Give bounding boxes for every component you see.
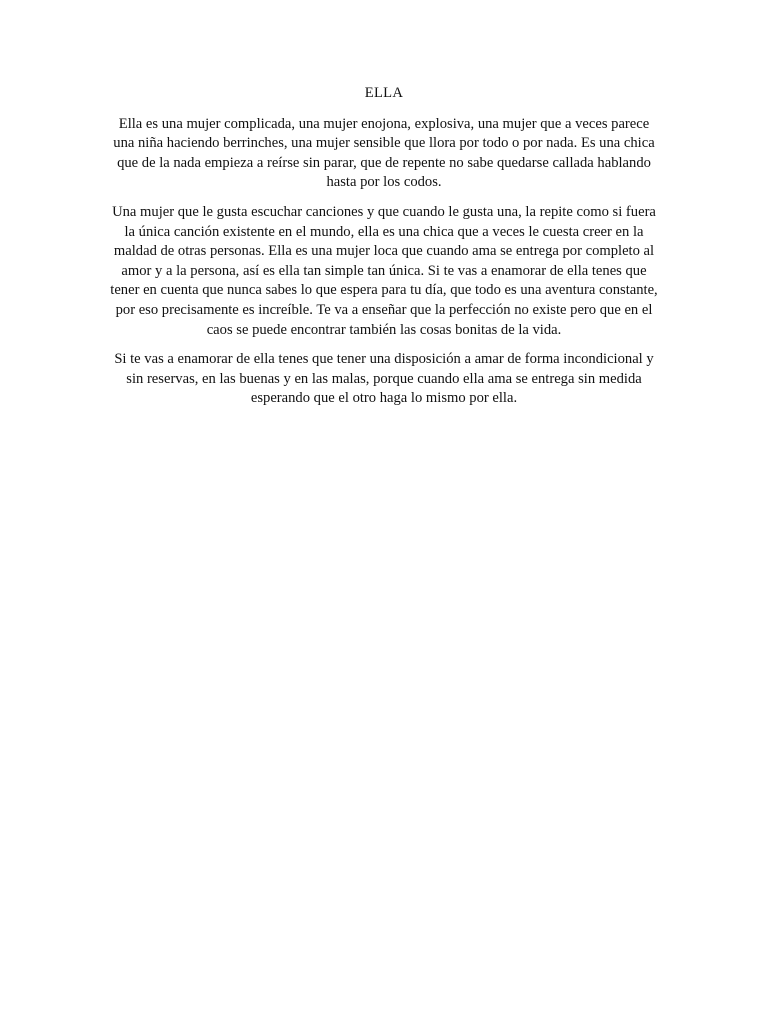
document-title: ELLA [364, 85, 404, 101]
paragraph-2: Una mujer que le gusta escuchar canciones y que cuando le gusta una, la repite como si fuera la única canción existente en el mundo, ella es una chica que a veces le cuesta creer en la maldad de otras personas. Ella es una mujer loca que cuando ama se entrega por completo al amor y a la persona, así es ella tan simple tan única. Si te vas a enamorar de ella tenes que tener en cuenta que nunca sabes lo que espera para tu día, que todo es una aventura constante, por eso precisamente es increíble. Te va a enseñar que la perfección no existe pero que en el caos se puede encontrar también las cosas bonitas de la vida. [110, 203, 658, 338]
document-body [108, 84, 660, 419]
paragraph-3: Si te vas a enamorar de ella tenes que tener una disposición a amar de forma incondicional y sin reservas, en las buenas y en las malas, porque cuando ella ama se entrega sin medida esperando que el otro haga lo mismo por ella. [114, 351, 654, 407]
paragraph-1: Ella es una mujer complicada, una mujer enojona, explosiva, una mujer que a veces parece una niña haciendo berrinches, una mujer sensible que llora por todo o por nada. Es una chica que de la nada empieza a reírse sin parar, que de repente no sabe quedarse callada hablando hasta por los codos. [113, 115, 655, 191]
